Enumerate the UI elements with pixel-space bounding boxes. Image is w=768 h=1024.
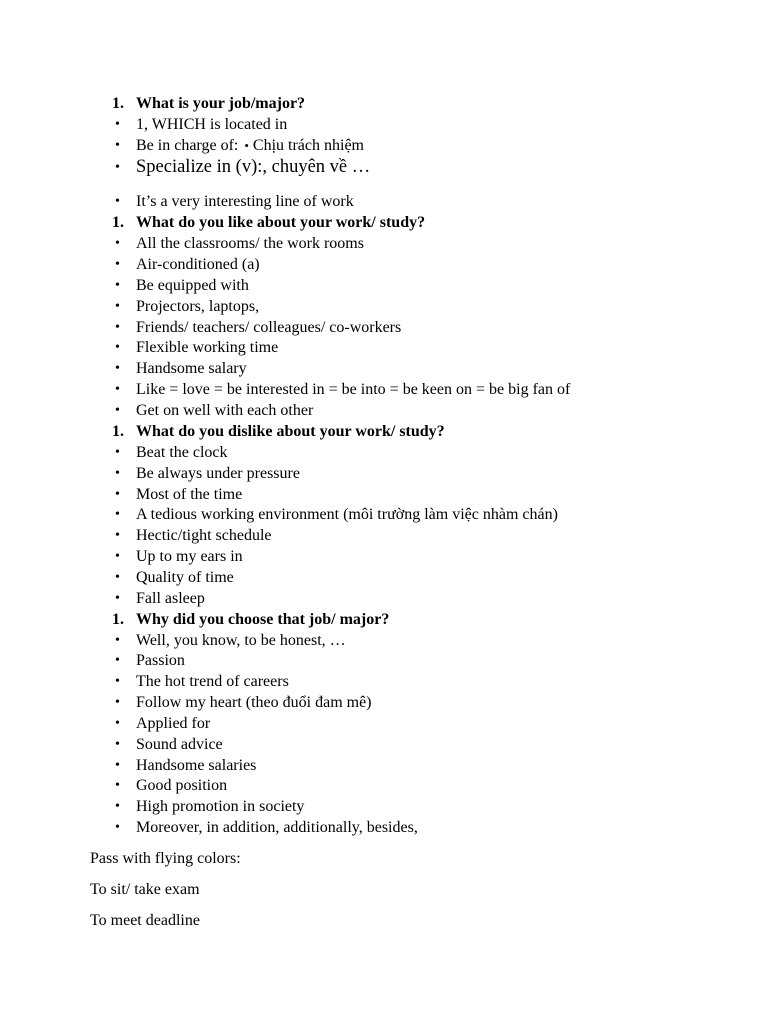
bullet-icon: • — [115, 160, 120, 175]
list-item-text: Projectors, laptops, — [136, 298, 260, 315]
bullet-icon: • — [115, 778, 120, 793]
bullet-icon: • — [115, 674, 120, 689]
bullet-icon: • — [115, 403, 120, 418]
list-item-text: A tedious working environment (môi trường làm việc nhàm chán) — [136, 506, 558, 523]
bullet-icon: • — [115, 570, 120, 585]
list-item-prefix: Be in charge of: — [136, 137, 239, 154]
bullet-icon: • — [115, 320, 120, 335]
bullet-icon: • — [115, 799, 120, 814]
list-item-text: Get on well with each other — [136, 402, 314, 419]
list-item-text: Specialize in (v):, chuyên về … — [136, 157, 371, 177]
bullet-icon: • — [115, 820, 120, 835]
bullet-icon: • — [115, 528, 120, 543]
list-item-text: Moreover, in addition, additionally, besides, — [136, 819, 418, 836]
list-item-text: Fall asleep — [136, 590, 205, 607]
list-number: 1. — [112, 95, 124, 112]
list-item-text: All the classrooms/ the work rooms — [136, 235, 364, 252]
list-item-suffix: Chịu trách nhiệm — [252, 137, 364, 154]
question-heading: Why did you choose that job/ major? — [136, 611, 390, 628]
bullet-icon: • — [115, 299, 120, 314]
list-item-text: Like = love = be interested in = be into = be keen on = be big fan of — [136, 381, 571, 398]
bullet-icon: • — [115, 340, 120, 355]
bullet-icon: • — [115, 361, 120, 376]
bullet-icon: • — [115, 466, 120, 481]
bullet-icon: • — [115, 695, 120, 710]
bullet-icon: • — [115, 653, 120, 668]
list-item-text: Most of the time — [136, 486, 243, 503]
list-item-text: 1, WHICH is located in — [136, 116, 288, 133]
list-item-text: Handsome salary — [136, 360, 247, 377]
list-item-text: Up to my ears in — [136, 548, 243, 565]
list-item-text: Passion — [136, 652, 185, 669]
inline-bullet-icon: • — [244, 138, 249, 153]
bullet-icon: • — [115, 382, 120, 397]
bullet-icon: • — [115, 591, 120, 606]
bullet-icon: • — [115, 716, 120, 731]
bullet-icon: • — [115, 507, 120, 522]
bullet-icon: • — [115, 194, 120, 209]
list-item-text: Sound advice — [136, 736, 223, 753]
list-item-text: High promotion in society — [136, 798, 305, 815]
bullet-icon: • — [115, 117, 120, 132]
bullet-icon: • — [115, 138, 120, 153]
list-item-text: The hot trend of careers — [136, 673, 289, 690]
list-item-text: Be always under pressure — [136, 465, 300, 482]
question-heading: What do you like about your work/ study? — [136, 214, 426, 231]
bullet-icon: • — [115, 278, 120, 293]
list-item-text: Applied for — [136, 715, 211, 732]
list-item-text — [136, 136, 364, 155]
list-number: 1. — [112, 214, 124, 231]
list-item-text: Quality of time — [136, 569, 234, 586]
list-number: 1. — [112, 611, 124, 628]
list-item-text: Beat the clock — [136, 444, 228, 461]
list-item-text: Handsome salaries — [136, 757, 257, 774]
bullet-icon: • — [115, 737, 120, 752]
list-item-text: Be equipped with — [136, 277, 249, 294]
list-item-text: Good position — [136, 777, 228, 794]
question-heading: What is your job/major? — [136, 95, 306, 112]
bullet-icon: • — [115, 257, 120, 272]
list-item-text: Hectic/tight schedule — [136, 527, 272, 544]
question-heading: What do you dislike about your work/ study? — [136, 423, 445, 440]
list-item-text: Friends/ teachers/ colleagues/ co-workers — [136, 319, 402, 336]
bullet-icon: • — [115, 236, 120, 251]
bullet-icon: • — [115, 633, 120, 648]
paragraph-line: Pass with flying colors: — [90, 850, 241, 867]
bullet-icon: • — [115, 445, 120, 460]
list-number: 1. — [112, 423, 124, 440]
list-item-text: Well, you know, to be honest, … — [136, 632, 346, 649]
paragraph-line: To meet deadline — [90, 912, 200, 929]
list-item-text: It’s a very interesting line of work — [136, 193, 354, 210]
list-item-text: Air-conditioned (a) — [136, 256, 260, 273]
list-item-text: Follow my heart (theo đuổi đam mê) — [136, 694, 372, 711]
bullet-icon: • — [115, 758, 120, 773]
bullet-icon: • — [115, 487, 120, 502]
paragraph-line: To sit/ take exam — [90, 881, 200, 898]
bullet-icon: • — [115, 549, 120, 564]
list-item-text: Flexible working time — [136, 339, 279, 356]
